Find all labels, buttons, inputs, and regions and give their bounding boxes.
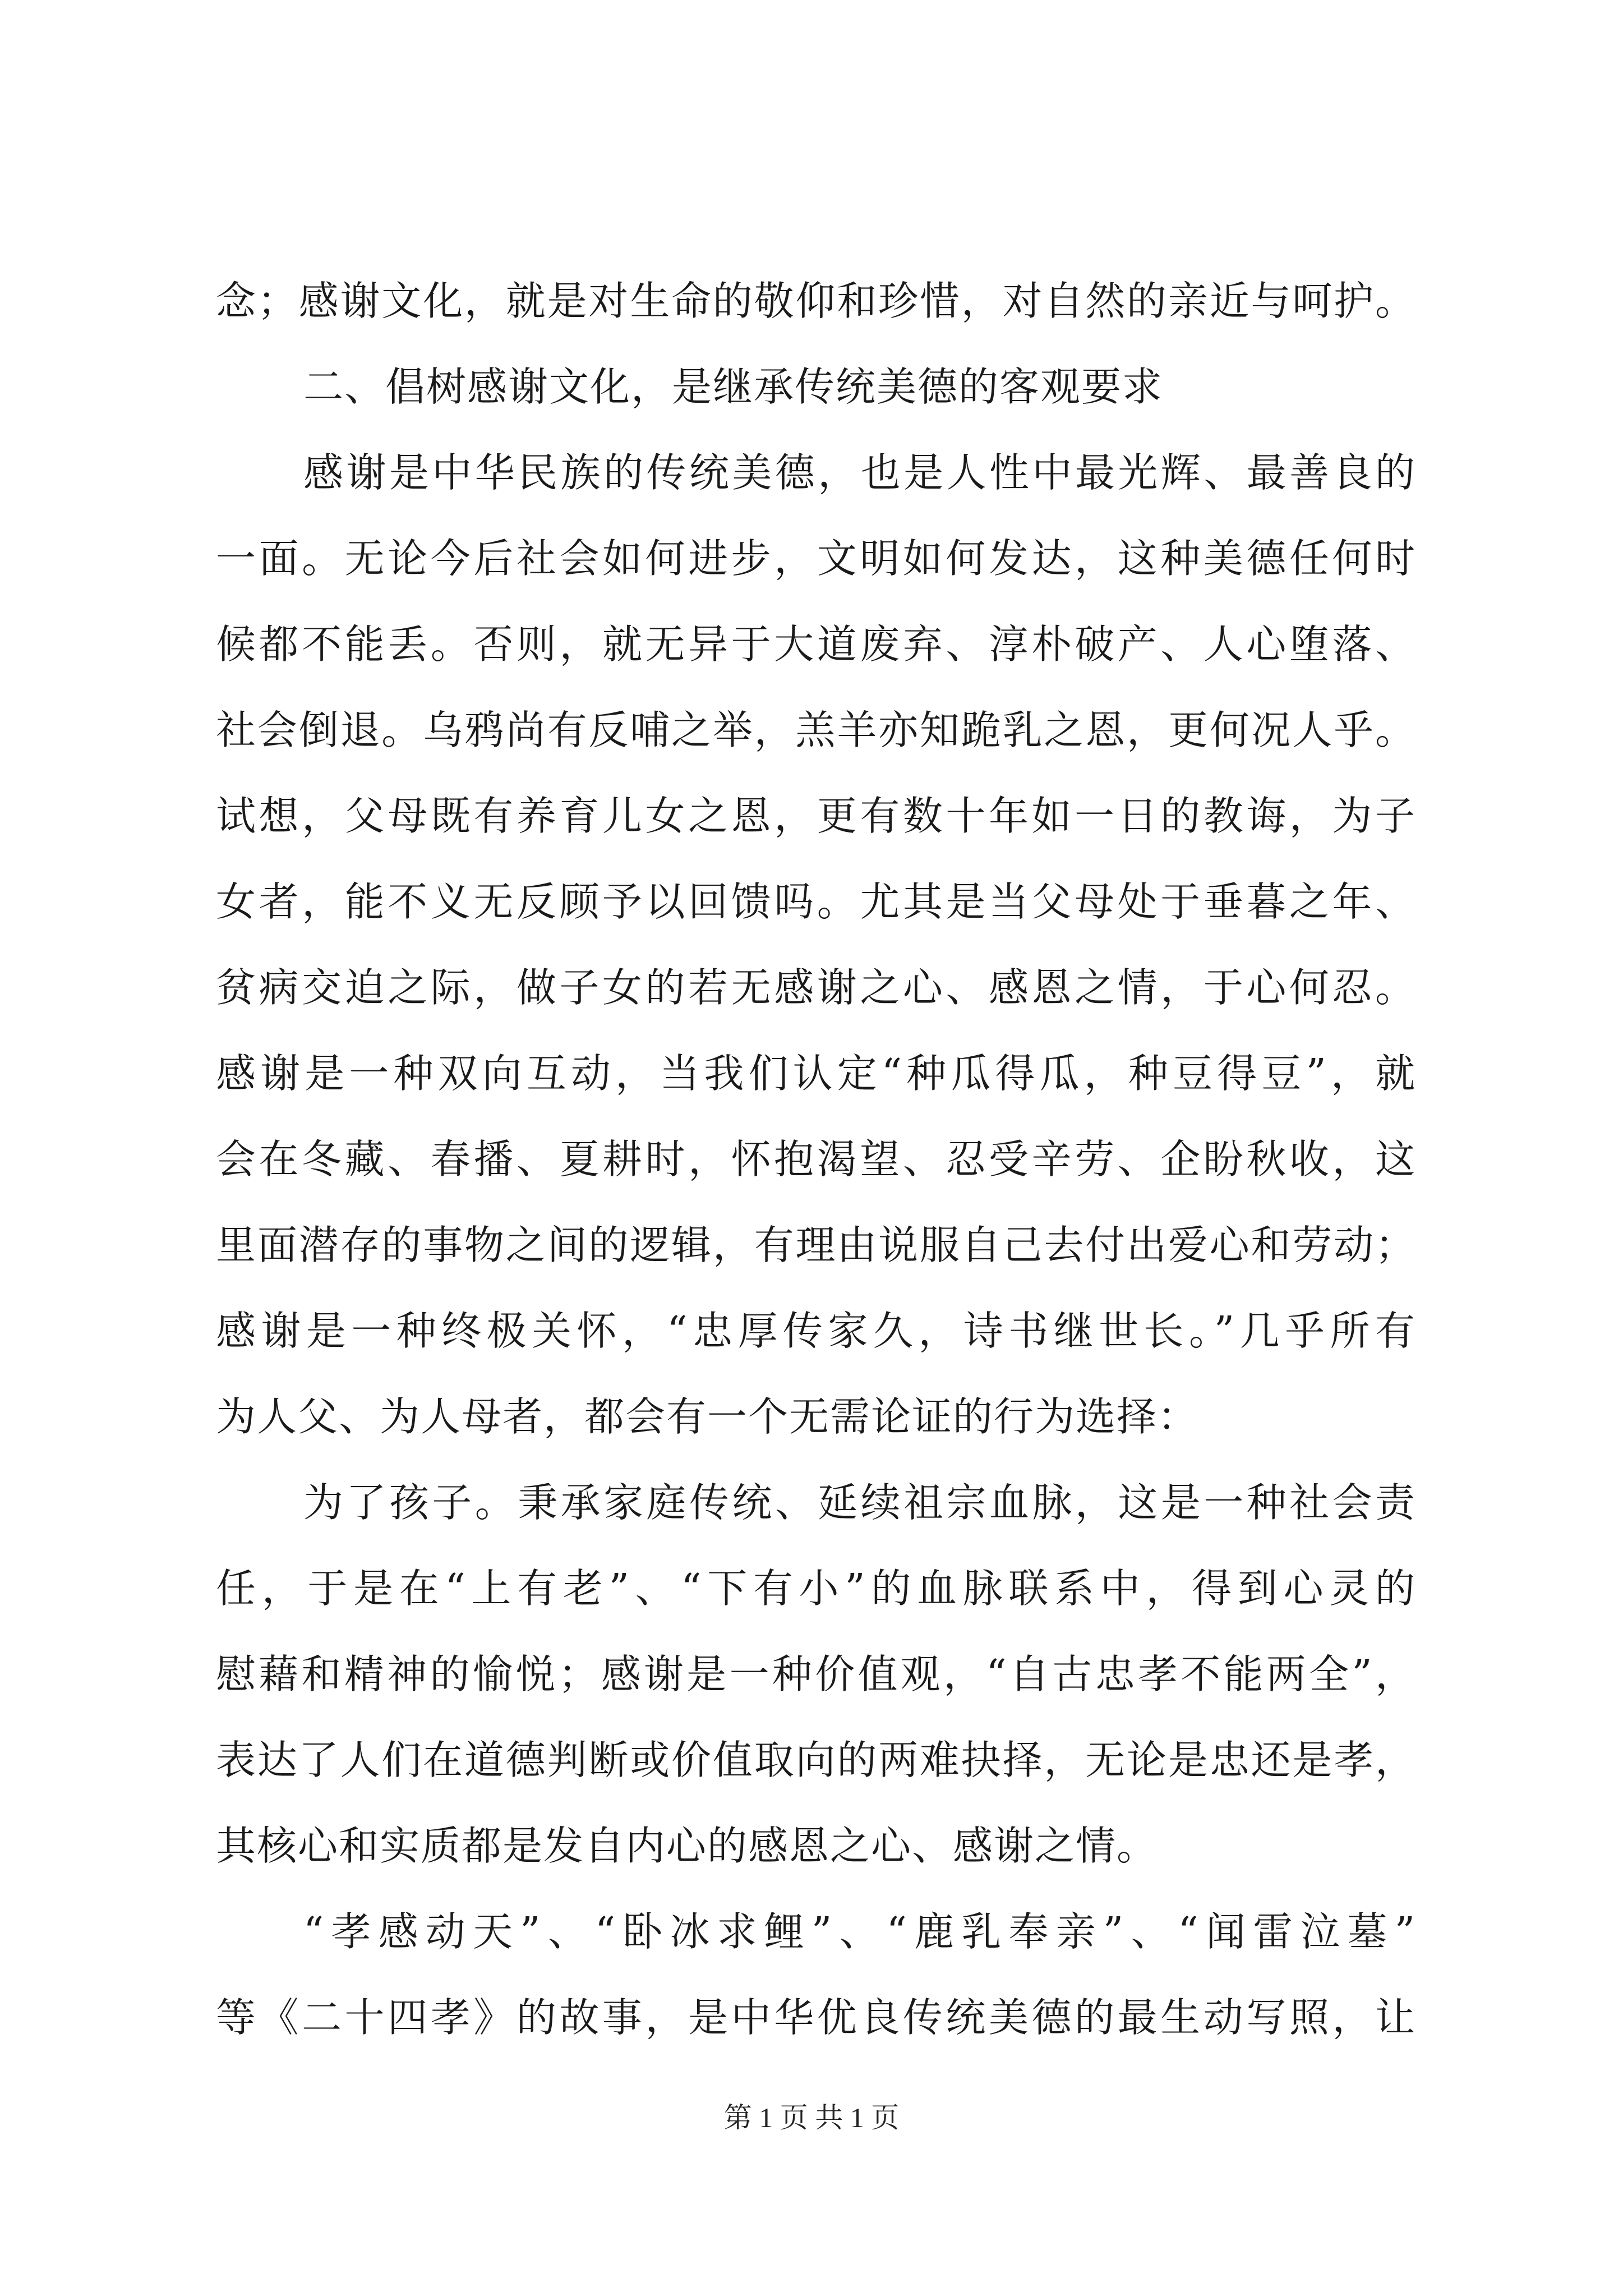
text-line: 感谢是一种双向互动，当我们认定“种瓜得瓜，种豆得豆”，就: [216, 1050, 1416, 1097]
text-line: 念；感谢文化，就是对生命的敬仰和珍惜，对自然的亲近与呵护。: [216, 278, 1416, 324]
text-line: 慰藉和精神的愉悦；感谢是一种价值观，“自古忠孝不能两全”，: [216, 1651, 1416, 1697]
text-line: 感谢是中华民族的传统美德，也是人性中最光辉、最善良的: [303, 449, 1416, 496]
text-line: 贫病交迫之际，做子女的若无感谢之心、感恩之情，于心何忍。: [216, 964, 1416, 1011]
page-footer: 第 1 页 共 1 页: [723, 2102, 900, 2133]
text-line: 为了孩子。秉承家庭传统、延续祖宗血脉，这是一种社会责: [303, 1479, 1416, 1526]
text-line: 里面潜存的事物之间的逻辑，有理由说服自己去付出爱心和劳动；: [216, 1222, 1416, 1268]
text-line: 候都不能丢。否则，就无异于大道废弃、淳朴破产、人心堕落、: [216, 621, 1416, 668]
document-body: [216, 258, 1416, 2060]
text-line: 其核心和实质都是发自内心的感恩之心、感谢之情。: [216, 1823, 1158, 1869]
text-line: 等《二十四孝》的故事，是中华优良传统美德的最生动写照，让: [216, 1994, 1416, 2041]
text-line: 试想，父母既有养育儿女之恩，更有数十年如一日的教诲，为子: [216, 793, 1416, 839]
text-line: 感谢是一种终极关怀，“忠厚传家久，诗书继世长。”几乎所有: [216, 1308, 1416, 1354]
text-line: 社会倒退。乌鸦尚有反哺之举，羔羊亦知跪乳之恩，更何况人乎。: [216, 707, 1416, 753]
text-line: 会在冬藏、春播、夏耕时，怀抱渴望、忍受辛劳、企盼秋收，这: [216, 1136, 1416, 1182]
text-line: 表达了人们在道德判断或价值取向的两难抉择，无论是忠还是孝，: [216, 1737, 1416, 1783]
text-line: 任，于是在“上有老”、“下有小”的血脉联系中，得到心灵的: [216, 1565, 1416, 1612]
text-line: “孝感动天”、“卧冰求鲤”、“鹿乳奉亲”、“闻雷泣墓”: [303, 1908, 1416, 1955]
text-line: 为人父、为人母者，都会有一个无需论证的行为选择：: [216, 1393, 1199, 1440]
text-line: 女者，能不义无反顾予以回馈吗。尤其是当父母处于垂暮之年、: [216, 878, 1416, 925]
text-line: 一面。无论今后社会如何进步，文明如何发达，这种美德任何时: [216, 535, 1416, 582]
text-line: 二、倡树感谢文化，是继承传统美德的客观要求: [303, 364, 1164, 410]
